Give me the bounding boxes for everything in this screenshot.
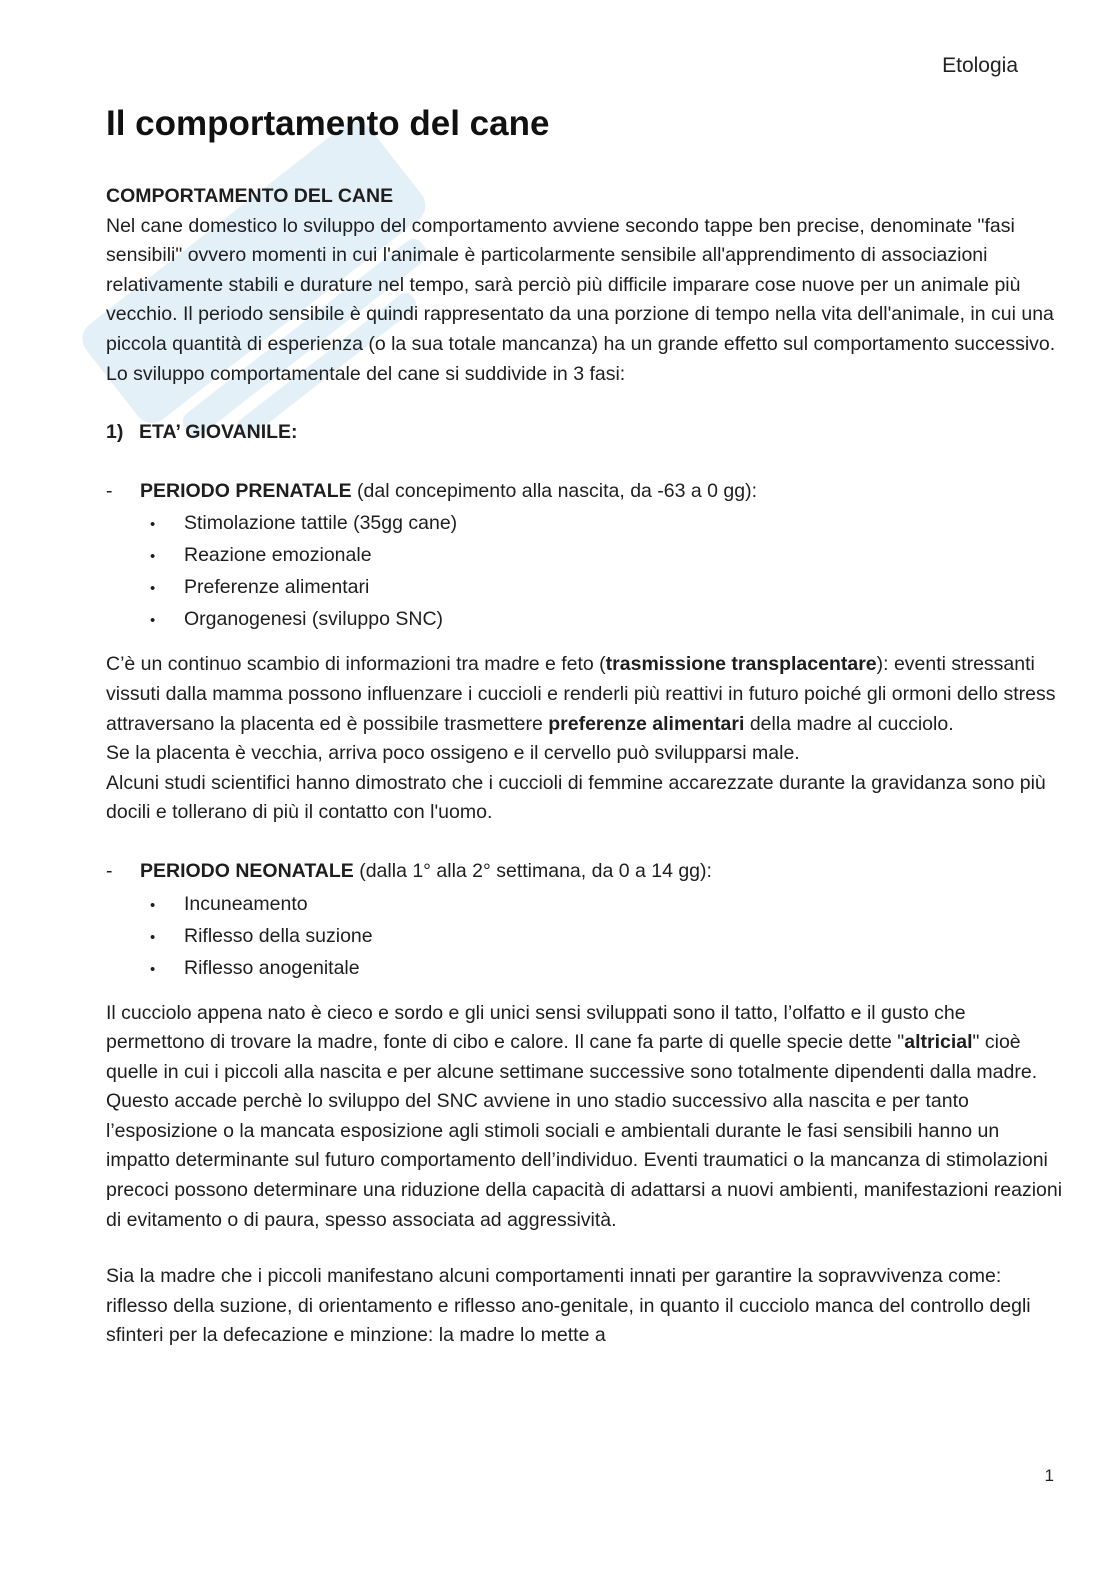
page-title: Il comportamento del cane: [106, 104, 550, 143]
prenatal-paragraph: C’è un continuo scambio di informazioni tra madre e feto (trasmissione transplacentare): eventi stressanti vissuti dalla mamma possono influenzare i cuccioli e renderli più reattivi in futuro poiché gli ormoni dello stress attraversano la placenta ed è possibile trasmettere preferenze alimentari della madre al cucciolo.: [106, 653, 1056, 735]
prenatal-detail: (dal concepimento alla nascita, da -63 a 0 gg):: [351, 479, 758, 502]
list-item: • Incuneamento: [150, 889, 1066, 921]
section-heading: COMPORTAMENTO DEL CANE: [106, 185, 394, 207]
placenta-paragraph: Se la placenta è vecchia, arriva poco ossigeno e il cervello può svilupparsi male.: [106, 742, 800, 765]
document-body: [106, 182, 1066, 1351]
prenatal-list: [106, 508, 1066, 636]
intro-paragraph: Nel cane domestico lo sviluppo del comportamento avviene secondo tappe ben precise, denominate "fasi sensibili" ovvero momenti in cui l'animale è particolarmente sensibile all'apprendimento di associazioni relativamente stabili e durature nel tempo, sarà perciò più difficile imparare cose nuove per un animale più vecchio. Il periodo sensibile è quindi rappresentato da una porzione di tempo nella vita dell'animale, in cui una piccola quantità di esperienza (o la sua totale mancanza) ha un grande effetto sul comportamento successivo.: [106, 214, 1056, 355]
neonatal-detail: (dalla 1° alla 2° settimana, da 0 a 14 gg):: [353, 859, 712, 882]
bullet-icon: •: [150, 580, 156, 598]
bullet-icon: •: [150, 516, 156, 534]
document-subject: Etologia: [942, 54, 1018, 77]
neonatal-paragraph: Il cucciolo appena nato è cieco e sordo e gli unici sensi sviluppati sono il tatto, l’olfatto e il gusto che permettono di trovare la madre, fonte di cibo e calore. Il cane fa parte di quelle specie dette "altricial" cioè quelle in cui i piccoli alla nascita e per alcune settimane successive sono totalmente dipendenti dalla madre. Questo accade perchè lo sviluppo del SNC avviene in uno stadio successivo alla nascita e per tanto l’esposizione o la mancata esposizione agli stimoli sociali e ambientali durante le fasi sensibili hanno un impatto determinante sul futuro comportamento dell’individuo. Eventi traumatici o la mancanza di stimolazioni precoci possono determinare una riduzione della capacità di adattarsi a nuovi ambienti, manifestazioni reazioni di evitamento o di paura, spesso associata ad aggressività.: [106, 1001, 1063, 1231]
dash-marker: -: [106, 479, 113, 502]
bullet-icon: •: [150, 960, 156, 978]
prenatal-label: PERIODO PRENATALE: [140, 479, 352, 502]
bullet-icon: •: [150, 896, 156, 914]
list-item: • Riflesso anogenitale: [150, 953, 1066, 985]
innate-behaviours-paragraph: Sia la madre che i piccoli manifestano alcuni comportamenti innati per garantire la sopravvivenza come: riflesso della suzione, di orientamento e riflesso ano-genitale, in quanto il cucciolo manca del controllo degli sfinteri per la defecazione e minzione: la madre lo mette a: [106, 1265, 1031, 1347]
list-item: • Organogenesi (sviluppo SNC): [150, 604, 1066, 636]
bullet-icon: •: [150, 548, 156, 566]
studies-paragraph: Alcuni studi scientifici hanno dimostrato che i cuccioli di femmine accarezzate durante la gravidanza sono più docili e tollerano di più il contatto con l'uomo.: [106, 771, 1046, 824]
list-item: • Preferenze alimentari: [150, 572, 1066, 604]
neonatal-list: [106, 889, 1066, 985]
neonatal-heading: [106, 857, 1066, 887]
phase-number: 1): [106, 421, 124, 444]
list-item: • Riflesso della suzione: [150, 921, 1066, 953]
list-item: • Stimolazione tattile (35gg cane): [150, 508, 1066, 540]
phase-1-heading: [106, 418, 1066, 448]
bullet-icon: •: [150, 928, 156, 946]
page-number: 1: [1044, 1466, 1054, 1485]
phase-label: ETA’ GIOVANILE:: [139, 421, 298, 444]
phases-line: Lo sviluppo comportamentale del cane si suddivide in 3 fasi:: [106, 362, 626, 385]
dash-marker: -: [106, 859, 113, 882]
bullet-icon: •: [150, 612, 156, 630]
prenatal-heading: [106, 477, 1066, 507]
list-item: • Reazione emozionale: [150, 540, 1066, 572]
neonatal-label: PERIODO NEONATALE: [140, 859, 354, 882]
